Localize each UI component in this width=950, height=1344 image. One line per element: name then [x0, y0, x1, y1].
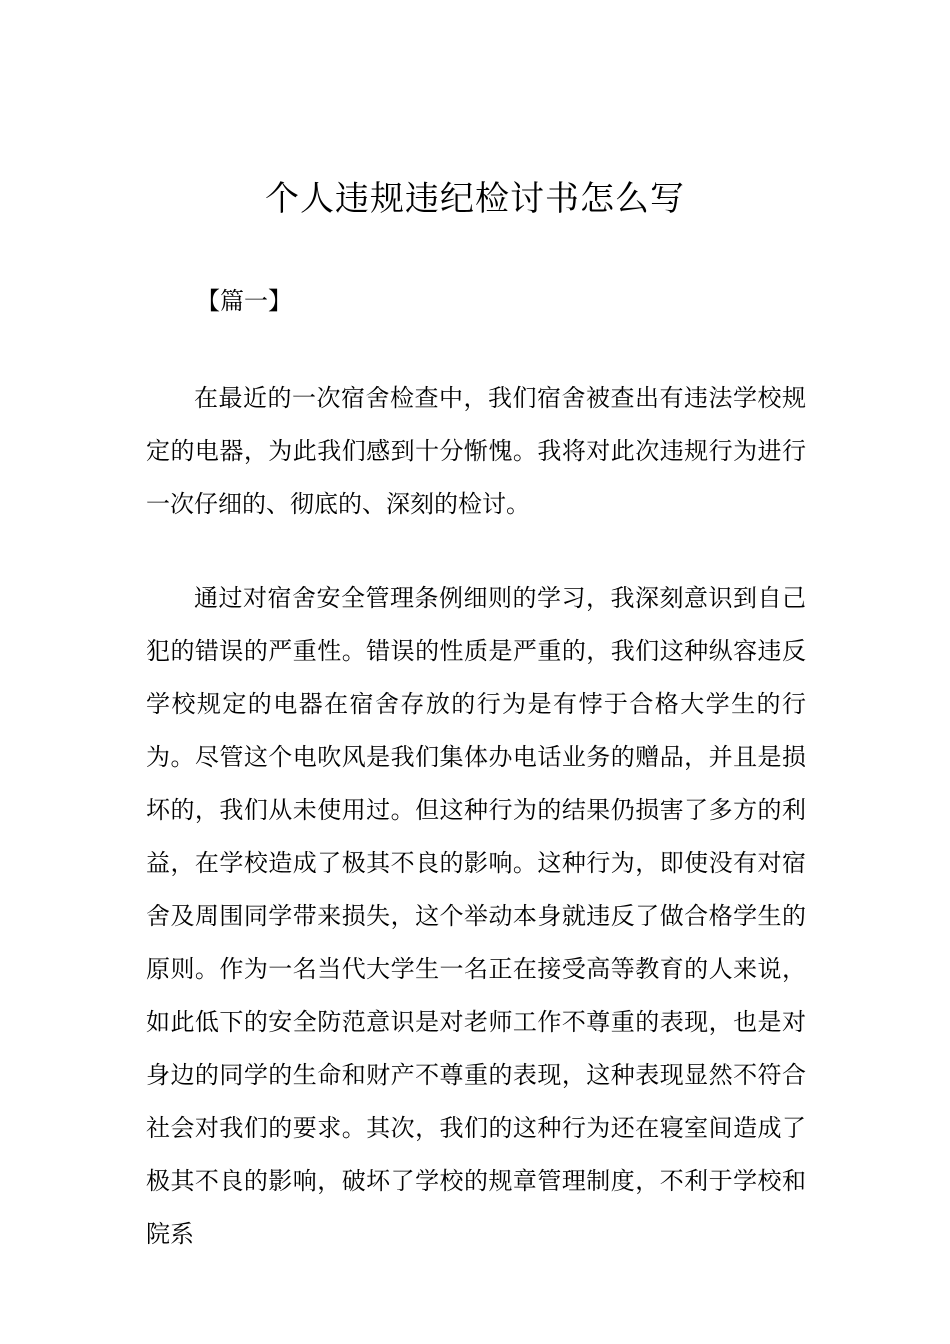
document-title: 个人违规违纪检讨书怎么写	[265, 179, 685, 219]
paragraph-1: 在最近的一次宿舍检查中，我们宿舍被查出有违法学校规定的电器，为此我们感到十分惭愧。我将对此次违规行为进行一次仔细的、彻底的、深刻的检讨。	[146, 384, 806, 518]
paragraph-2: 通过对宿舍安全管理条例细则的学习，我深刻意识到自己犯的错误的严重性。错误的性质是严重的，我们这种纵容违反学校规定的电器在宿舍存放的行为是有悖于合格大学生的行为。尽管这个电吹风是我们集体办电话业务的赠品，并且是损坏的，我们从未使用过。但这种行为的结果仍损害了多方的利益，在学校造成了极其不良的影响。这种行为，即使没有对宿舍及周围同学带来损失，这个举动本身就违反了做合格学生的原则。作为一名当代大学生一名正在接受高等教育的人来说，如此低下的安全防范意识是对老师工作不尊重的表现，也是对身边的同学的生命和财产不尊重的表现，这种表现显然不符合社会对我们的要求。其次，我们的这种行为还在寝室间造成了极其不良的影响，破坏了学校的规章管理制度，不利于学校和院系	[146, 584, 806, 1248]
section-label: 【篇一】	[196, 287, 292, 315]
